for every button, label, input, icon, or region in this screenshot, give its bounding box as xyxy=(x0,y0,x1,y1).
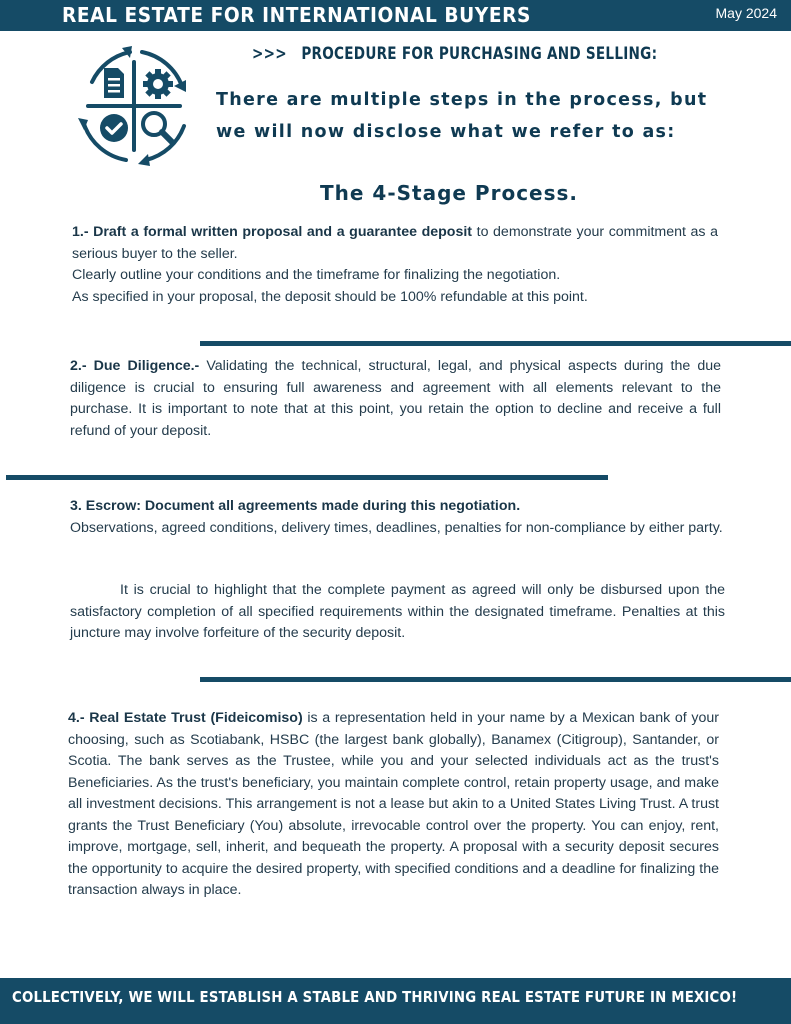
intro-line-2: we will now disclose what we refer to as: xyxy=(216,122,676,142)
footer-slogan: COLLECTIVELY, WE WILL ESTABLISH A STABLE AND THRIVING REAL ESTATE FUTURE IN MEXICO! xyxy=(12,988,738,1006)
procedure-heading xyxy=(252,44,657,64)
divider-3 xyxy=(200,677,791,682)
step-3-text: Observations, agreed conditions, delivery times, deadlines, penalties for non-compliance by either party. xyxy=(70,519,723,536)
step-2-heading: 2.- Due Diligence.- xyxy=(70,358,200,374)
document-icon xyxy=(104,68,124,98)
chevrons-icon: >>> xyxy=(252,44,287,64)
intro-line-1: There are multiple steps in the process, but xyxy=(216,90,708,110)
step-4-heading: 4.- Real Estate Trust (Fideicomiso) xyxy=(68,710,303,726)
step-3-heading: 3. Escrow: Document all agreements made during this negotiation. xyxy=(70,498,521,514)
intro-text xyxy=(216,84,707,148)
magnifier-icon xyxy=(143,113,172,142)
step-1-heading: 1.- Draft a formal written proposal and a guarantee deposit xyxy=(72,224,473,240)
page-title: REAL ESTATE FOR INTERNATIONAL BUYERS xyxy=(62,3,531,27)
step-1-line-3: As specified in your proposal, the deposit should be 100% refundable at this point. xyxy=(72,288,588,305)
gear-icon xyxy=(143,69,173,99)
step-4-text: is a representation held in your name by a Mexican bank of your choosing, such as Scotiabank, HSBC (the largest bank globally), Banamex (Citigroup), Santander, or Scotia. The bank serves as the Trustee, while you and your selected individuals act as the trust's Beneficiaries. As the trust's beneficiary, you maintain complete control, retain property usage, and make all investment decisions. This arrangement is not a lease but akin to a United States Living Trust. A trust grants the Trust Beneficiary (You) absolute, irrevocable control over the property. You can enjoy, rent, improve, mortgage, sell, inherit, and bequeath the property. A proposal with a security deposit secures the opportunity to acquire the desired property, with specified conditions and a deadline for finalizing the transaction always in place. xyxy=(68,710,720,898)
step-3 xyxy=(70,496,725,539)
step-2-text: Validating the technical, structural, legal, and physical aspects during the due diligence is crucial to ensuring full awareness and agreement with all elements relevant to the purchase. It is important to note that at this point, you retain the option to decline and receive a full refund of your deposit. xyxy=(70,358,722,439)
issue-date: May 2024 xyxy=(715,5,777,21)
step-1 xyxy=(72,222,718,308)
stage-title: The 4-Stage Process. xyxy=(320,181,579,205)
checkmark-icon xyxy=(100,114,128,142)
step-1-line-2: Clearly outline your conditions and the timeframe for finalizing the negotiation. xyxy=(72,267,561,283)
divider-1 xyxy=(200,341,791,346)
step-2 xyxy=(70,356,721,442)
step-4 xyxy=(68,708,719,902)
procedure-heading-text: PROCEDURE FOR PURCHASING AND SELLING: xyxy=(301,44,658,64)
process-cycle-icon xyxy=(74,44,194,168)
step-3-paragraph-2: It is crucial to highlight that the complete payment as agreed will only be disbursed upon the satisfactory completion of all specified requirements within the designated timeframe. Penalties at this juncture may involve forfeiture of the security deposit. xyxy=(70,582,725,641)
step-1-text: to demonstrate your commitment as a serious buyer to the seller. xyxy=(72,224,719,262)
divider-2 xyxy=(6,475,608,480)
